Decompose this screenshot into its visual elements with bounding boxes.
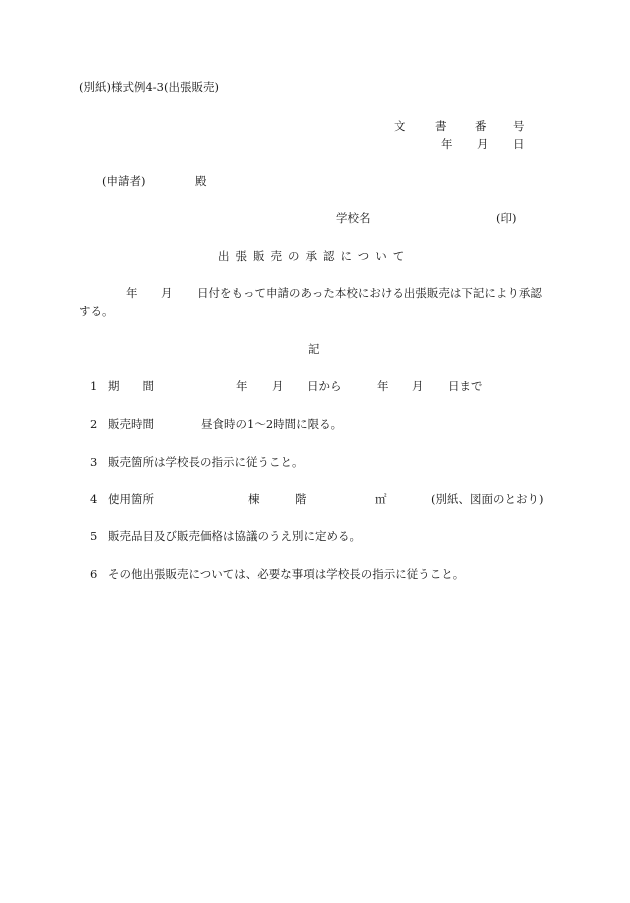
seal-mark: (印) (496, 211, 517, 225)
ki-heading: 記 (308, 342, 320, 356)
applicant-honorific: 殿 (195, 174, 207, 188)
school-name-label: 学校名 (336, 211, 371, 225)
applicant-label: (申請者) (102, 174, 146, 188)
form-label: (別紙)様式例4-3(出張販売) (79, 80, 219, 94)
document-title: 出張販売の承認について (218, 249, 411, 263)
